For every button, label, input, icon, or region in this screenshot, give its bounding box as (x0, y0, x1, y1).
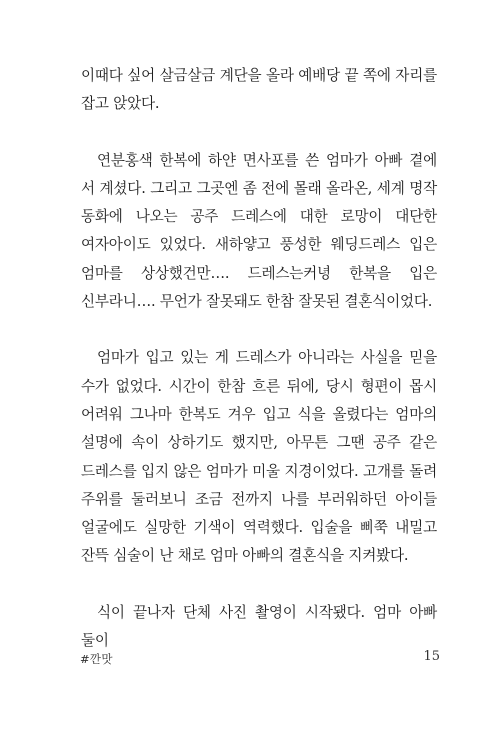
running-footer-title: #깐맛 (80, 652, 113, 666)
paragraph-3: 엄마가 입고 있는 게 드레스가 아니라는 사실을 믿을 수가 없었다. 시간이 한참 흐른 뒤에, 당시 형편이 몹시 어려워 그나마 한복도 겨우 입고 식을 올렸다는 엄마의 설명에 속이 상하기도 했지만, 아무튼 그땐 공주 같은 드레스를 입지 않은 엄마가 미울 지경이었다. 고개를 돌려 주위를 둘러보니 조금 전까지 나를 부러워하던 아이들 얼굴에도 실망한 기색이 역력했다. 입술을 삐쭉 내밀고 잔뜩 심술이 난 채로 엄마 아빠의 결혼식을 지켜봤다. (81, 349, 437, 565)
paragraph-2: 연분홍색 한복에 하얀 면사포를 쓴 엄마가 아빠 곁에 서 계셨다. 그리고 그곳엔 좀 전에 몰래 올라온, 세계 명작 동화에 나오는 공주 드레스에 대한 로망이 대단한 여자아이도 있었다. 새하얗고 풍성한 웨딩드레스 입은 엄마를 상상했건만…. 드레스는커녕 한복을 입은 신부라니…. 무언가 잘못돼도 한참 잘못된 결혼식이었다. (81, 151, 437, 311)
paragraph-4: 식이 끝나자 단체 사진 촬영이 시작됐다. 엄마 아빠 둘이 (81, 603, 437, 650)
body-text (81, 62, 437, 655)
paragraph-1: 이때다 싶어 살금살금 계단을 올라 예배당 끝 쪽에 자리를 잡고 앉았다. (81, 67, 437, 113)
page-number: 15 (423, 649, 440, 664)
